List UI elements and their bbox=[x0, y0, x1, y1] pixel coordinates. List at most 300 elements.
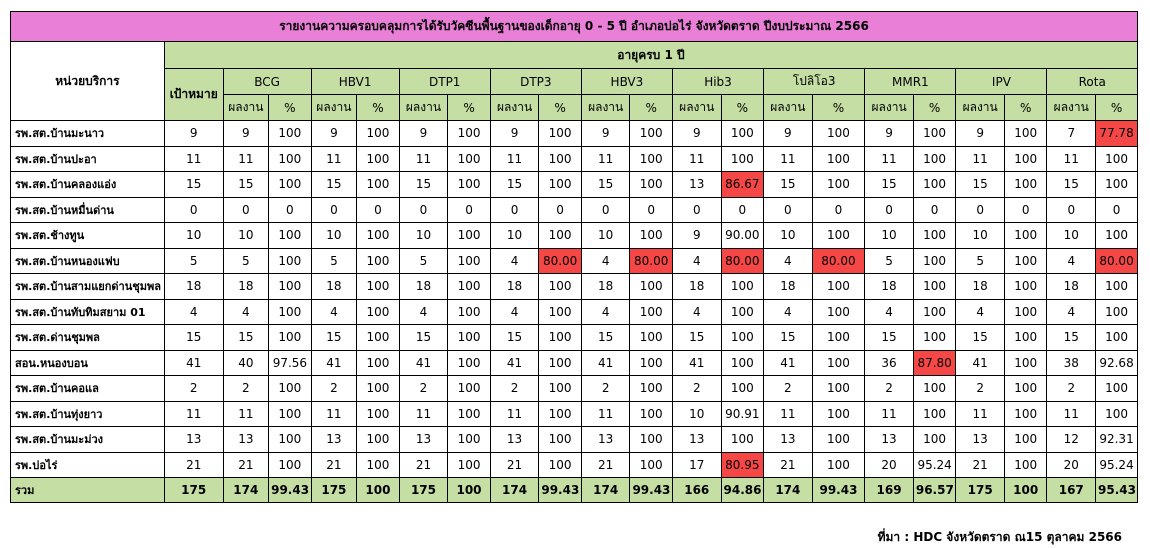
result-value: 11 bbox=[311, 401, 357, 427]
percent-value: 100 bbox=[539, 401, 582, 427]
percent-value: 100 bbox=[721, 121, 764, 147]
percent-value: 100 bbox=[357, 146, 400, 172]
percent-value: 100 bbox=[913, 274, 956, 300]
result-value: 13 bbox=[764, 427, 813, 453]
percent-value: 100 bbox=[1096, 223, 1138, 249]
result-value: 9 bbox=[490, 121, 539, 147]
result-value: 10 bbox=[490, 223, 539, 249]
result-value: 0 bbox=[581, 197, 630, 223]
result-subheader: ผลงาน bbox=[311, 95, 357, 121]
result-value: 0 bbox=[399, 197, 448, 223]
result-value: 2 bbox=[1047, 376, 1096, 402]
result-value: 20 bbox=[1047, 452, 1096, 478]
vaccine-header: DTP1 bbox=[399, 69, 490, 95]
percent-value: 100 bbox=[913, 401, 956, 427]
percent-value: 100 bbox=[812, 299, 865, 325]
unit-name: รพ.บ่อไร่ bbox=[11, 452, 165, 478]
result-value: 13 bbox=[581, 427, 630, 453]
result-value: 0 bbox=[311, 197, 357, 223]
table-row bbox=[11, 146, 1138, 172]
result-value: 21 bbox=[764, 452, 813, 478]
result-value: 10 bbox=[672, 401, 721, 427]
table-row bbox=[11, 401, 1138, 427]
percent-value: 100 bbox=[539, 427, 582, 453]
percent-subheader: % bbox=[1004, 95, 1047, 121]
percent-value: 0 bbox=[630, 197, 673, 223]
target-value: 0 bbox=[164, 197, 223, 223]
percent-value: 100 bbox=[1004, 452, 1047, 478]
result-value: 0 bbox=[865, 197, 914, 223]
unit-name: รพ.สต.บ้านหนองแฟบ bbox=[11, 248, 165, 274]
percent-value: 100 bbox=[913, 299, 956, 325]
target-value: 2 bbox=[164, 376, 223, 402]
table-row bbox=[11, 452, 1138, 478]
percent-value: 100 bbox=[721, 274, 764, 300]
vaccine-header: HBV1 bbox=[311, 69, 399, 95]
unit-name: รพ.สต.บ้านสามแยกด่านชุมพล bbox=[11, 274, 165, 300]
result-value: 15 bbox=[865, 325, 914, 351]
coverage-report-sheet bbox=[10, 11, 1138, 544]
result-value: 15 bbox=[1047, 325, 1096, 351]
percent-value: 100 bbox=[630, 146, 673, 172]
total-percent: 99.43 bbox=[539, 478, 582, 503]
total-row bbox=[11, 478, 1138, 503]
total-result: 175 bbox=[399, 478, 448, 503]
result-subheader: ผลงาน bbox=[1047, 95, 1096, 121]
result-value: 9 bbox=[581, 121, 630, 147]
percent-value: 100 bbox=[269, 427, 312, 453]
percent-value: 100 bbox=[357, 223, 400, 249]
total-percent: 100 bbox=[1004, 478, 1047, 503]
percent-value: 100 bbox=[630, 172, 673, 198]
total-result: 174 bbox=[223, 478, 269, 503]
target-value: 4 bbox=[164, 299, 223, 325]
unit-name: รพ.สต.ช้างทูน bbox=[11, 223, 165, 249]
result-value: 11 bbox=[399, 401, 448, 427]
result-value: 12 bbox=[1047, 427, 1096, 453]
percent-value: 100 bbox=[812, 325, 865, 351]
total-percent: 100 bbox=[448, 478, 491, 503]
percent-value: 100 bbox=[630, 121, 673, 147]
target-value: 9 bbox=[164, 121, 223, 147]
result-value: 2 bbox=[490, 376, 539, 402]
percent-value: 100 bbox=[357, 248, 400, 274]
result-value: 4 bbox=[399, 299, 448, 325]
percent-subheader: % bbox=[448, 95, 491, 121]
result-value: 4 bbox=[581, 299, 630, 325]
total-percent: 99.43 bbox=[630, 478, 673, 503]
result-value: 18 bbox=[764, 274, 813, 300]
table-row bbox=[11, 376, 1138, 402]
total-result: 174 bbox=[581, 478, 630, 503]
percent-value: 100 bbox=[1096, 376, 1138, 402]
result-value: 10 bbox=[399, 223, 448, 249]
result-value: 15 bbox=[311, 325, 357, 351]
percent-value: 100 bbox=[630, 299, 673, 325]
result-value: 10 bbox=[1047, 223, 1096, 249]
result-value: 41 bbox=[490, 350, 539, 376]
result-value: 5 bbox=[399, 248, 448, 274]
result-value: 10 bbox=[956, 223, 1005, 249]
result-subheader: ผลงาน bbox=[764, 95, 813, 121]
percent-value: 100 bbox=[812, 223, 865, 249]
result-value: 15 bbox=[581, 172, 630, 198]
percent-value: 97.56 bbox=[269, 350, 312, 376]
result-value: 2 bbox=[311, 376, 357, 402]
unit-name: รพ.สต.บ้านหมื่นด่าน bbox=[11, 197, 165, 223]
percent-subheader: % bbox=[269, 95, 312, 121]
result-value: 21 bbox=[399, 452, 448, 478]
percent-value: 100 bbox=[269, 172, 312, 198]
percent-value: 100 bbox=[269, 223, 312, 249]
result-value: 9 bbox=[956, 121, 1005, 147]
percent-value: 100 bbox=[812, 146, 865, 172]
result-value: 9 bbox=[399, 121, 448, 147]
result-subheader: ผลงาน bbox=[399, 95, 448, 121]
percent-value: 100 bbox=[913, 376, 956, 402]
result-value: 40 bbox=[223, 350, 269, 376]
total-result: 166 bbox=[672, 478, 721, 503]
percent-value: 100 bbox=[1004, 325, 1047, 351]
result-value: 15 bbox=[490, 172, 539, 198]
percent-value: 95.24 bbox=[1096, 452, 1138, 478]
percent-value: 100 bbox=[269, 274, 312, 300]
vaccine-coverage-table bbox=[10, 11, 1138, 503]
percent-value: 80.95 bbox=[721, 452, 764, 478]
percent-value: 100 bbox=[539, 223, 582, 249]
result-value: 10 bbox=[223, 223, 269, 249]
result-value: 17 bbox=[672, 452, 721, 478]
total-percent: 95.43 bbox=[1096, 478, 1138, 503]
result-value: 15 bbox=[581, 325, 630, 351]
percent-value: 90.00 bbox=[721, 223, 764, 249]
total-result: 167 bbox=[1047, 478, 1096, 503]
result-value: 18 bbox=[311, 274, 357, 300]
result-value: 4 bbox=[1047, 299, 1096, 325]
total-percent: 94.86 bbox=[721, 478, 764, 503]
result-value: 2 bbox=[672, 376, 721, 402]
percent-subheader: % bbox=[539, 95, 582, 121]
result-value: 11 bbox=[956, 146, 1005, 172]
percent-value: 100 bbox=[539, 325, 582, 351]
total-target: 175 bbox=[164, 478, 223, 503]
percent-value: 90.91 bbox=[721, 401, 764, 427]
result-value: 4 bbox=[865, 299, 914, 325]
source-note: ที่มา : HDC จังหวัดตราด ณ15 ตุลาคม 2566 bbox=[877, 530, 1122, 544]
percent-value: 80.00 bbox=[721, 248, 764, 274]
result-value: 4 bbox=[581, 248, 630, 274]
percent-value: 100 bbox=[269, 452, 312, 478]
percent-value: 80.00 bbox=[630, 248, 673, 274]
target-value: 41 bbox=[164, 350, 223, 376]
percent-value: 100 bbox=[913, 146, 956, 172]
result-value: 2 bbox=[956, 376, 1005, 402]
result-value: 2 bbox=[399, 376, 448, 402]
result-value: 15 bbox=[764, 172, 813, 198]
report-title: รายงานความครอบคลุมการได้รับวัคซีนพื้นฐานของเด็กอายุ 0 - 5 ปี อำเภอบ่อไร่ จังหวัดตราด ปีงบประมาณ 2566 bbox=[11, 12, 1138, 42]
unit-name: รพ.สต.บ้านมะม่วง bbox=[11, 427, 165, 453]
percent-value: 100 bbox=[269, 146, 312, 172]
table-row bbox=[11, 274, 1138, 300]
result-value: 13 bbox=[672, 172, 721, 198]
result-value: 21 bbox=[490, 452, 539, 478]
percent-value: 100 bbox=[721, 325, 764, 351]
total-percent: 96.57 bbox=[913, 478, 956, 503]
result-value: 10 bbox=[581, 223, 630, 249]
percent-value: 100 bbox=[269, 401, 312, 427]
target-value: 18 bbox=[164, 274, 223, 300]
percent-subheader: % bbox=[1096, 95, 1138, 121]
unit-name: สอน.หนองบอน bbox=[11, 350, 165, 376]
result-subheader: ผลงาน bbox=[490, 95, 539, 121]
result-value: 11 bbox=[581, 401, 630, 427]
result-value: 41 bbox=[672, 350, 721, 376]
target-value: 10 bbox=[164, 223, 223, 249]
result-value: 41 bbox=[311, 350, 357, 376]
percent-subheader: % bbox=[913, 95, 956, 121]
result-value: 11 bbox=[581, 146, 630, 172]
percent-value: 100 bbox=[539, 452, 582, 478]
total-result: 175 bbox=[311, 478, 357, 503]
percent-value: 100 bbox=[1096, 299, 1138, 325]
table-row bbox=[11, 172, 1138, 198]
unit-name: รพ.สต.ด่านชุมพล bbox=[11, 325, 165, 351]
percent-value: 100 bbox=[448, 248, 491, 274]
percent-value: 86.67 bbox=[721, 172, 764, 198]
percent-value: 100 bbox=[448, 299, 491, 325]
percent-value: 100 bbox=[1004, 274, 1047, 300]
result-value: 11 bbox=[1047, 146, 1096, 172]
unit-name: รพ.สต.บ้านทุ่งยาว bbox=[11, 401, 165, 427]
result-value: 10 bbox=[311, 223, 357, 249]
percent-value: 100 bbox=[539, 172, 582, 198]
unit-name: รพ.สต.บ้านมะนาว bbox=[11, 121, 165, 147]
result-value: 15 bbox=[672, 325, 721, 351]
result-value: 18 bbox=[865, 274, 914, 300]
result-value: 18 bbox=[399, 274, 448, 300]
result-value: 15 bbox=[399, 325, 448, 351]
table-row bbox=[11, 299, 1138, 325]
percent-value: 100 bbox=[1096, 401, 1138, 427]
result-value: 9 bbox=[311, 121, 357, 147]
unit-name: รพ.สต.บ้านคลองแอ่ง bbox=[11, 172, 165, 198]
vaccine-header: โปลิโอ3 bbox=[764, 69, 865, 95]
total-result: 174 bbox=[764, 478, 813, 503]
percent-value: 100 bbox=[1096, 274, 1138, 300]
result-value: 15 bbox=[399, 172, 448, 198]
percent-value: 100 bbox=[812, 274, 865, 300]
percent-value: 92.68 bbox=[1096, 350, 1138, 376]
result-value: 41 bbox=[399, 350, 448, 376]
result-value: 41 bbox=[956, 350, 1005, 376]
result-value: 15 bbox=[764, 325, 813, 351]
percent-value: 77.78 bbox=[1096, 121, 1138, 147]
result-subheader: ผลงาน bbox=[672, 95, 721, 121]
result-value: 2 bbox=[581, 376, 630, 402]
result-value: 0 bbox=[1047, 197, 1096, 223]
result-value: 13 bbox=[672, 427, 721, 453]
result-value: 7 bbox=[1047, 121, 1096, 147]
result-value: 5 bbox=[223, 248, 269, 274]
result-value: 13 bbox=[490, 427, 539, 453]
unit-name: รพ.สต.บ้านปะอา bbox=[11, 146, 165, 172]
percent-value: 100 bbox=[630, 325, 673, 351]
percent-value: 100 bbox=[913, 172, 956, 198]
percent-value: 100 bbox=[913, 325, 956, 351]
percent-value: 100 bbox=[357, 274, 400, 300]
unit-name: รพ.สต.บ้านคอแล bbox=[11, 376, 165, 402]
result-value: 4 bbox=[764, 248, 813, 274]
percent-value: 100 bbox=[448, 350, 491, 376]
percent-value: 100 bbox=[357, 427, 400, 453]
result-value: 2 bbox=[223, 376, 269, 402]
result-value: 18 bbox=[1047, 274, 1096, 300]
percent-value: 100 bbox=[630, 223, 673, 249]
result-value: 38 bbox=[1047, 350, 1096, 376]
percent-value: 100 bbox=[448, 223, 491, 249]
result-value: 21 bbox=[223, 452, 269, 478]
result-subheader: ผลงาน bbox=[865, 95, 914, 121]
percent-value: 100 bbox=[357, 350, 400, 376]
target-value: 15 bbox=[164, 325, 223, 351]
result-value: 15 bbox=[223, 172, 269, 198]
target-value: 15 bbox=[164, 172, 223, 198]
percent-value: 100 bbox=[1004, 248, 1047, 274]
percent-value: 100 bbox=[812, 350, 865, 376]
result-value: 15 bbox=[311, 172, 357, 198]
table-row bbox=[11, 197, 1138, 223]
percent-subheader: % bbox=[357, 95, 400, 121]
total-label: รวม bbox=[11, 478, 165, 503]
target-value: 21 bbox=[164, 452, 223, 478]
percent-value: 0 bbox=[1096, 197, 1138, 223]
percent-value: 0 bbox=[357, 197, 400, 223]
result-value: 18 bbox=[490, 274, 539, 300]
percent-value: 0 bbox=[721, 197, 764, 223]
total-result: 174 bbox=[490, 478, 539, 503]
result-value: 11 bbox=[399, 146, 448, 172]
result-value: 4 bbox=[1047, 248, 1096, 274]
result-subheader: ผลงาน bbox=[581, 95, 630, 121]
percent-value: 100 bbox=[357, 325, 400, 351]
percent-value: 100 bbox=[913, 121, 956, 147]
result-subheader: ผลงาน bbox=[956, 95, 1005, 121]
result-value: 18 bbox=[223, 274, 269, 300]
percent-value: 100 bbox=[448, 172, 491, 198]
result-value: 18 bbox=[672, 274, 721, 300]
result-value: 13 bbox=[865, 427, 914, 453]
result-value: 11 bbox=[865, 146, 914, 172]
percent-value: 80.00 bbox=[1096, 248, 1138, 274]
result-value: 21 bbox=[311, 452, 357, 478]
result-value: 11 bbox=[956, 401, 1005, 427]
result-value: 36 bbox=[865, 350, 914, 376]
percent-value: 0 bbox=[539, 197, 582, 223]
result-value: 4 bbox=[672, 299, 721, 325]
result-value: 13 bbox=[399, 427, 448, 453]
percent-value: 100 bbox=[630, 350, 673, 376]
result-value: 4 bbox=[956, 299, 1005, 325]
vaccine-header: HBV3 bbox=[581, 69, 672, 95]
table-row bbox=[11, 427, 1138, 453]
percent-value: 100 bbox=[812, 427, 865, 453]
percent-subheader: % bbox=[721, 95, 764, 121]
percent-value: 100 bbox=[448, 325, 491, 351]
result-value: 0 bbox=[956, 197, 1005, 223]
vaccine-header: MMR1 bbox=[865, 69, 956, 95]
percent-value: 100 bbox=[721, 299, 764, 325]
result-value: 9 bbox=[865, 121, 914, 147]
percent-value: 100 bbox=[812, 172, 865, 198]
result-value: 11 bbox=[490, 146, 539, 172]
unit-name: รพ.สต.บ้านทับทิมสยาม 01 bbox=[11, 299, 165, 325]
percent-value: 100 bbox=[812, 401, 865, 427]
result-value: 11 bbox=[865, 401, 914, 427]
percent-value: 100 bbox=[357, 121, 400, 147]
result-value: 11 bbox=[1047, 401, 1096, 427]
percent-value: 100 bbox=[357, 299, 400, 325]
percent-value: 0 bbox=[1004, 197, 1047, 223]
result-value: 2 bbox=[865, 376, 914, 402]
result-value: 4 bbox=[672, 248, 721, 274]
percent-value: 100 bbox=[539, 299, 582, 325]
total-percent: 99.43 bbox=[812, 478, 865, 503]
percent-value: 100 bbox=[1004, 146, 1047, 172]
result-value: 21 bbox=[581, 452, 630, 478]
result-value: 4 bbox=[764, 299, 813, 325]
percent-value: 100 bbox=[1004, 172, 1047, 198]
vaccine-header: Rota bbox=[1047, 69, 1138, 95]
result-value: 11 bbox=[223, 146, 269, 172]
result-value: 5 bbox=[311, 248, 357, 274]
percent-value: 100 bbox=[913, 248, 956, 274]
table-row bbox=[11, 325, 1138, 351]
table-row bbox=[11, 350, 1138, 376]
percent-value: 100 bbox=[630, 376, 673, 402]
percent-value: 100 bbox=[630, 401, 673, 427]
percent-value: 100 bbox=[721, 146, 764, 172]
percent-value: 100 bbox=[1004, 350, 1047, 376]
result-value: 9 bbox=[672, 223, 721, 249]
percent-value: 100 bbox=[1004, 401, 1047, 427]
result-value: 10 bbox=[764, 223, 813, 249]
result-value: 4 bbox=[490, 299, 539, 325]
percent-value: 100 bbox=[812, 376, 865, 402]
percent-value: 80.00 bbox=[812, 248, 865, 274]
result-value: 9 bbox=[672, 121, 721, 147]
result-subheader: ผลงาน bbox=[223, 95, 269, 121]
result-value: 2 bbox=[764, 376, 813, 402]
percent-value: 100 bbox=[721, 427, 764, 453]
vaccine-header: Hib3 bbox=[672, 69, 763, 95]
result-value: 15 bbox=[1047, 172, 1096, 198]
percent-value: 0 bbox=[269, 197, 312, 223]
percent-value: 100 bbox=[448, 274, 491, 300]
result-value: 4 bbox=[490, 248, 539, 274]
vaccine-header: IPV bbox=[956, 69, 1047, 95]
percent-value: 100 bbox=[1004, 376, 1047, 402]
percent-value: 87.80 bbox=[913, 350, 956, 376]
percent-value: 100 bbox=[357, 376, 400, 402]
result-value: 11 bbox=[490, 401, 539, 427]
result-value: 11 bbox=[672, 146, 721, 172]
total-percent: 100 bbox=[357, 478, 400, 503]
result-value: 15 bbox=[956, 172, 1005, 198]
percent-value: 100 bbox=[448, 121, 491, 147]
percent-value: 100 bbox=[539, 121, 582, 147]
result-value: 20 bbox=[865, 452, 914, 478]
percent-value: 100 bbox=[357, 172, 400, 198]
